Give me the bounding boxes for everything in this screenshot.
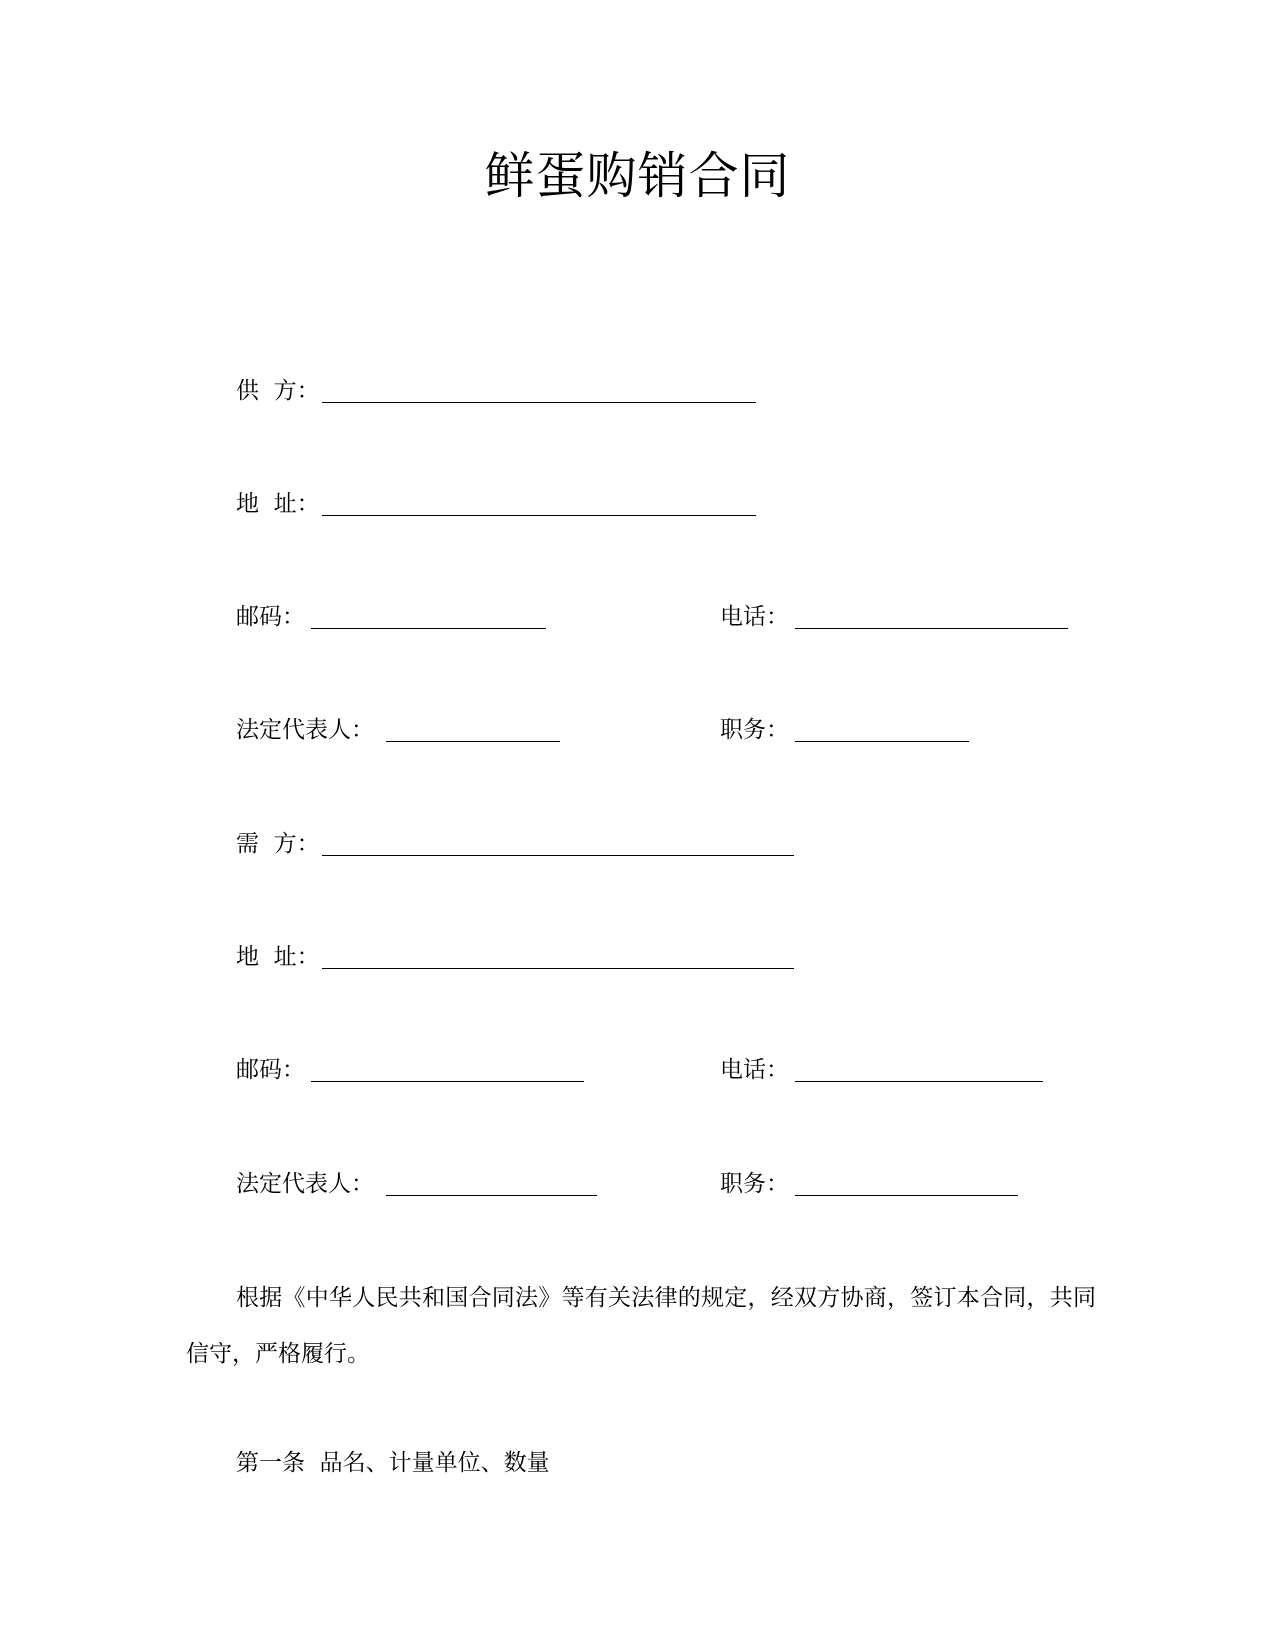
supplier-address-label: 地 址： bbox=[236, 491, 320, 517]
supplier-phone-label: 电话： bbox=[720, 604, 789, 630]
supplier-address-field[interactable] bbox=[236, 488, 756, 520]
supplier-phone-blank[interactable] bbox=[795, 628, 1068, 629]
intro-paragraph: 根据《中华人民共和国合同法》等有关法律的规定，经双方协商，签订本合同，共同信守，严格履行。 bbox=[186, 1285, 1096, 1367]
buyer-party-label: 需 方： bbox=[236, 831, 320, 857]
buyer-address-label: 地 址： bbox=[236, 944, 320, 970]
document-title: 鲜蛋购销合同 bbox=[484, 147, 791, 205]
buyer-rep-blank[interactable] bbox=[386, 1195, 597, 1196]
buyer-rep-field[interactable] bbox=[236, 1168, 598, 1200]
buyer-position-label: 职务： bbox=[720, 1171, 789, 1197]
supplier-rep-label: 法定代表人： bbox=[236, 717, 374, 743]
buyer-address-field[interactable] bbox=[236, 941, 796, 973]
buyer-party-blank[interactable] bbox=[322, 855, 794, 856]
supplier-party-label: 供 方： bbox=[236, 378, 320, 404]
article-1-heading: 第一条 品名、计量单位、数量 bbox=[236, 1450, 550, 1476]
buyer-position-field[interactable] bbox=[720, 1168, 1020, 1200]
supplier-party-field[interactable] bbox=[236, 375, 756, 407]
buyer-phone-blank[interactable] bbox=[795, 1081, 1043, 1082]
buyer-postcode-label: 邮码： bbox=[236, 1057, 305, 1083]
supplier-position-blank[interactable] bbox=[795, 741, 969, 742]
supplier-rep-blank[interactable] bbox=[386, 741, 560, 742]
supplier-rep-field[interactable] bbox=[236, 714, 561, 746]
supplier-party-blank[interactable] bbox=[322, 402, 756, 403]
buyer-phone-field[interactable] bbox=[720, 1054, 1050, 1086]
supplier-address-blank[interactable] bbox=[322, 515, 756, 516]
buyer-position-blank[interactable] bbox=[795, 1195, 1018, 1196]
supplier-postcode-field[interactable] bbox=[236, 601, 546, 633]
supplier-position-field[interactable] bbox=[720, 714, 970, 746]
supplier-postcode-blank[interactable] bbox=[311, 628, 546, 629]
buyer-rep-label: 法定代表人： bbox=[236, 1171, 374, 1197]
supplier-position-label: 职务： bbox=[720, 717, 789, 743]
supplier-postcode-label: 邮码： bbox=[236, 604, 305, 630]
buyer-phone-label: 电话： bbox=[720, 1057, 789, 1083]
buyer-party-field[interactable] bbox=[236, 828, 796, 860]
buyer-address-blank[interactable] bbox=[322, 968, 794, 969]
buyer-postcode-field[interactable] bbox=[236, 1054, 586, 1086]
supplier-phone-field[interactable] bbox=[720, 601, 1070, 633]
buyer-postcode-blank[interactable] bbox=[311, 1081, 584, 1082]
